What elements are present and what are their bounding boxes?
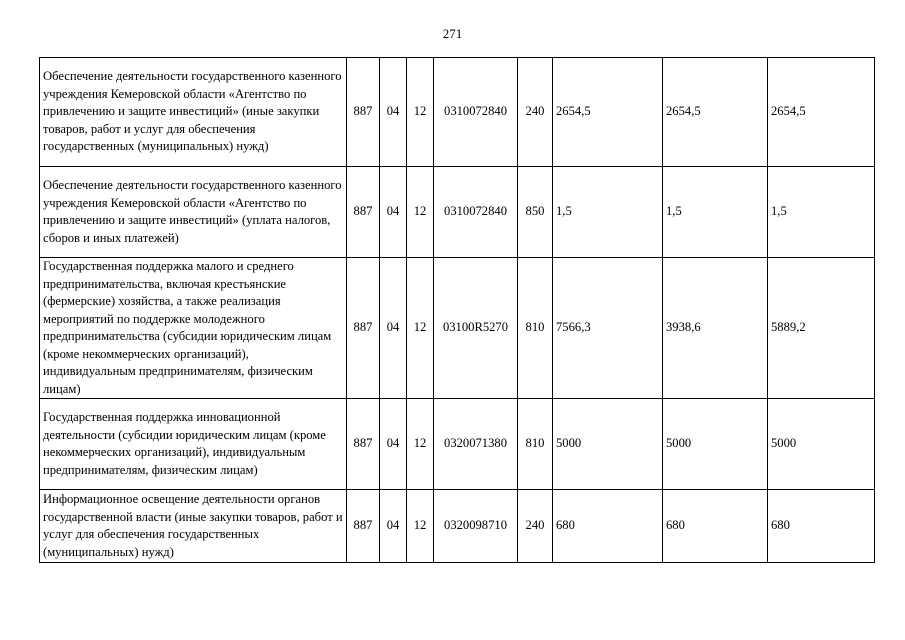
ministry-code: 887 <box>347 399 380 490</box>
amount-year-3: 680 <box>768 490 875 563</box>
ministry-code: 887 <box>347 258 380 399</box>
table-row <box>40 490 875 563</box>
target-article-code: 03100R5270 <box>434 258 518 399</box>
ministry-code: 887 <box>347 490 380 563</box>
section-code: 04 <box>380 258 407 399</box>
table-row <box>40 58 875 167</box>
target-article-code: 0310072840 <box>434 167 518 258</box>
amount-year-1: 7566,3 <box>553 258 663 399</box>
expense-type-code: 240 <box>518 490 553 563</box>
budget-table <box>39 57 875 563</box>
row-description: Государственная поддержка малого и среднего предпринимательства, включая крестьянские (фермерские) хозяйства, а также реализация мероприятий по поддержке молодежного предпринимательства (субсидии юридическим лицам (кроме некоммерческих организаций), индивидуальным предпринимателям, физическим лицам) <box>40 258 347 399</box>
amount-year-2: 3938,6 <box>663 258 768 399</box>
subsection-code: 12 <box>407 58 434 167</box>
page-number: 271 <box>442 26 463 41</box>
amount-year-2: 5000 <box>663 399 768 490</box>
target-article-code: 0320098710 <box>434 490 518 563</box>
section-code: 04 <box>380 58 407 167</box>
row-description: Государственная поддержка инновационной деятельности (субсидии юридическим лицам (кроме некоммерческих организаций), индивидуальным предпринимателям, физическим лицам) <box>40 399 347 490</box>
amount-year-3: 1,5 <box>768 167 875 258</box>
expense-type-code: 810 <box>518 258 553 399</box>
ministry-code: 887 <box>347 167 380 258</box>
amount-year-3: 5000 <box>768 399 875 490</box>
table-row <box>40 399 875 490</box>
amount-year-3: 5889,2 <box>768 258 875 399</box>
ministry-code: 887 <box>347 58 380 167</box>
table-row <box>40 258 875 399</box>
subsection-code: 12 <box>407 167 434 258</box>
subsection-code: 12 <box>407 490 434 563</box>
section-code: 04 <box>380 167 407 258</box>
section-code: 04 <box>380 399 407 490</box>
subsection-code: 12 <box>407 399 434 490</box>
row-description: Информационное освещение деятельности органов государственной власти (иные закупки товаров, работ и услуг для обеспечения государственных (муниципальных) нужд) <box>40 490 347 563</box>
amount-year-2: 1,5 <box>663 167 768 258</box>
expense-type-code: 850 <box>518 167 553 258</box>
table-row <box>40 167 875 258</box>
row-description: Обеспечение деятельности государственного казенного учреждения Кемеровской области «Агентство по привлечению и защите инвестиций» (уплата налогов, сборов и иных платежей) <box>40 167 347 258</box>
amount-year-1: 5000 <box>553 399 663 490</box>
amount-year-1: 680 <box>553 490 663 563</box>
row-description: Обеспечение деятельности государственного казенного учреждения Кемеровской области «Агентство по привлечению и защите инвестиций» (иные закупки товаров, работ и услуг для обеспечения государственных (муниципальных) нужд) <box>40 58 347 167</box>
subsection-code: 12 <box>407 258 434 399</box>
expense-type-code: 240 <box>518 58 553 167</box>
target-article-code: 0320071380 <box>434 399 518 490</box>
expense-type-code: 810 <box>518 399 553 490</box>
amount-year-2: 2654,5 <box>663 58 768 167</box>
amount-year-2: 680 <box>663 490 768 563</box>
amount-year-3: 2654,5 <box>768 58 875 167</box>
amount-year-1: 2654,5 <box>553 58 663 167</box>
amount-year-1: 1,5 <box>553 167 663 258</box>
target-article-code: 0310072840 <box>434 58 518 167</box>
section-code: 04 <box>380 490 407 563</box>
